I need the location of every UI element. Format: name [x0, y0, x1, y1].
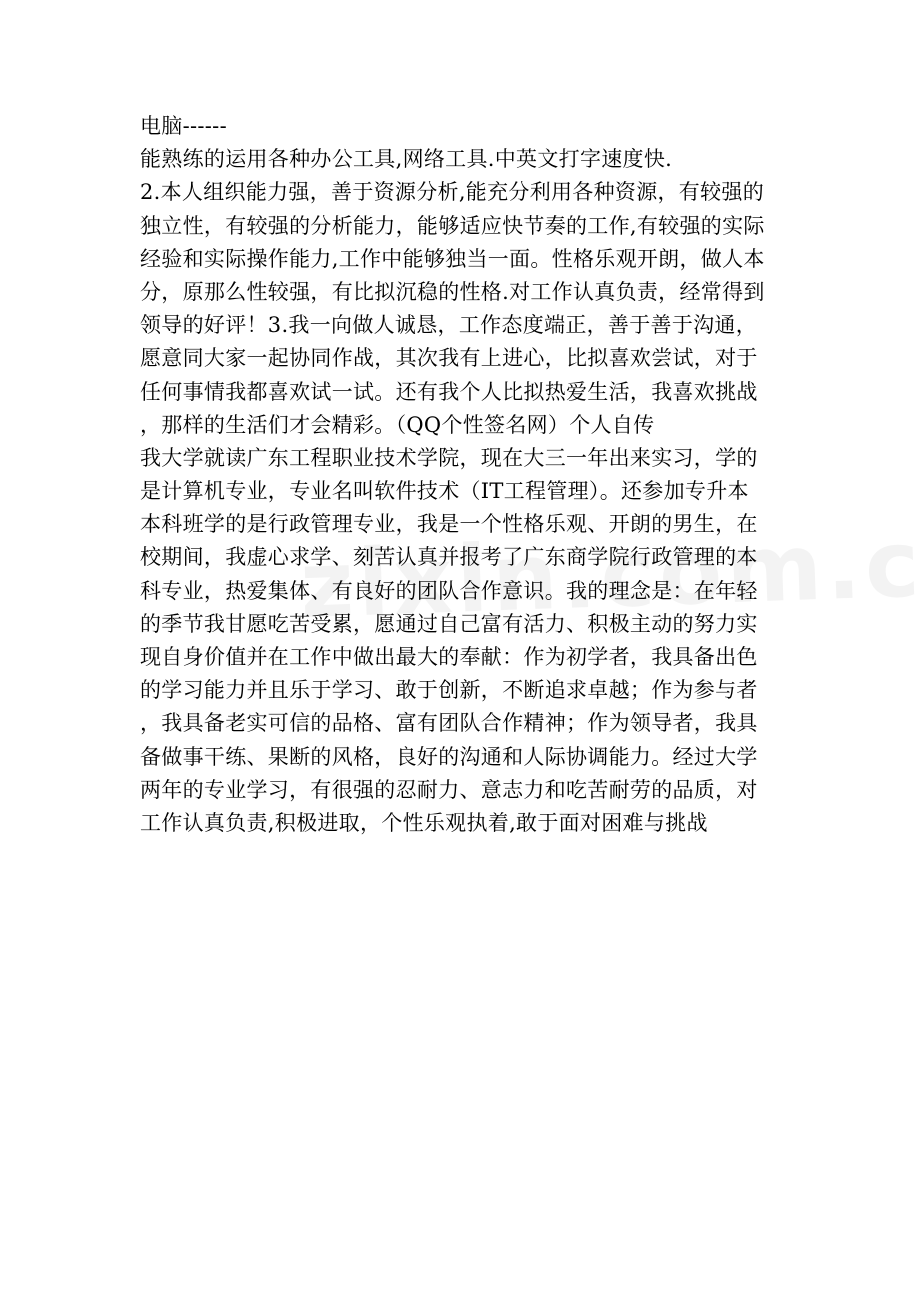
text-line: 的学习能力并且乐于学习、敢于创新，不断追求卓越；作为参与者: [140, 678, 758, 703]
text-line: 愿意同大家一起协同作战，其次我有上进心，比拟喜欢尝试，对于: [140, 346, 758, 371]
text-line: 两年的专业学习，有很强的忍耐力、意志力和吃苦耐劳的品质，对: [140, 777, 758, 802]
text-line: ，我具备老实可信的品格、富有团队合作精神；作为领导者，我具: [140, 711, 758, 736]
text-line: 工作认真负责,积极进取，个性乐观执着,敢于面对困难与挑战: [140, 810, 708, 835]
text-line: 能熟练的运用各种办公工具,网络工具.中英文打字速度快.: [140, 147, 673, 172]
text-line: 电脑------: [140, 114, 227, 138]
body-text: [140, 110, 790, 840]
text-line: 现自身价值并在工作中做出最大的奉献：作为初学者，我具备出色: [140, 645, 758, 669]
text-line: 的季节我甘愿吃苦受累，愿通过自己富有活力、积极主动的努力实: [140, 611, 758, 636]
text-line: 本科班学的是行政管理专业，我是一个性格乐观、开朗的男生，在: [140, 512, 758, 537]
text-line: ，那样的生活们才会精彩。（QQ个性签名网）个人自传: [140, 412, 655, 437]
text-line: 2.本人组织能力强，善于资源分析,能充分利用各种资源，有较强的: [140, 180, 765, 205]
text-line: 经验和实际操作能力,工作中能够独当一面。性格乐观开朗，做人本: [140, 246, 765, 271]
text-line: 领导的好评！3.我一向做人诚恳，工作态度端正，善于善于沟通，: [140, 313, 758, 338]
text-line: 校期间，我虚心求学、刻苦认真并报考了广东商学院行政管理的本: [140, 545, 758, 570]
text-line: 是计算机专业，专业名叫软件技术（IT工程管理）。还参加专升本: [140, 479, 749, 504]
text-line: 科专业，热爱集体、有良好的团队合作意识。我的理念是：在年轻: [140, 578, 758, 603]
text-line: 我大学就读广东工程职业技术学院，现在大三一年出来实习，学的: [140, 445, 758, 470]
text-line: 备做事干练、果断的风格，良好的沟通和人际协调能力。经过大学: [140, 744, 758, 769]
text-line: 独立性，有较强的分析能力，能够适应快节奏的工作,有较强的实际: [140, 213, 765, 238]
text-line: 分，原那么性较强，有比拟沉稳的性格.对工作认真负责，经常得到: [140, 279, 765, 304]
text-line: 任何事情我都喜欢试一试。还有我个人比拟热爱生活，我喜欢挑战: [140, 379, 758, 404]
